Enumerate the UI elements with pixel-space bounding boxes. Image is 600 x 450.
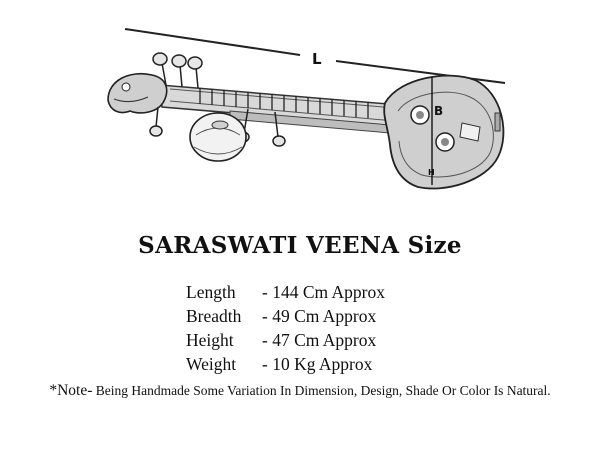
note-heading: *Note- — [49, 382, 93, 399]
height-label: H — [428, 168, 435, 177]
spec-row-length — [0, 282, 600, 306]
spec-label: Weight — [186, 354, 237, 374]
gourd-resonator — [190, 113, 246, 161]
spec-row-breadth — [0, 306, 600, 330]
spec-label: Length — [186, 282, 236, 302]
spec-label: Breadth — [186, 306, 242, 326]
length-label: L — [312, 50, 322, 68]
page-title: SARASWATI VEENA Size — [138, 232, 462, 259]
note-text: Being Handmade Some Variation In Dimension, Design, Shade Or Color Is Natural. — [92, 383, 551, 398]
veena-illustration — [100, 15, 510, 215]
handmade-note — [14, 380, 586, 402]
spec-value: - 49 Cm Approx — [262, 306, 377, 326]
spec-value: - 10 Kg Approx — [262, 354, 373, 374]
spec-label: Height — [186, 330, 234, 350]
spec-value: - 47 Cm Approx — [262, 330, 377, 350]
breadth-label: B — [434, 104, 444, 118]
spec-row-weight — [0, 354, 600, 378]
veena-body — [384, 76, 503, 189]
spec-list — [0, 282, 600, 378]
spec-value: - 144 Cm Approx — [262, 282, 385, 302]
spec-row-height — [0, 330, 600, 354]
